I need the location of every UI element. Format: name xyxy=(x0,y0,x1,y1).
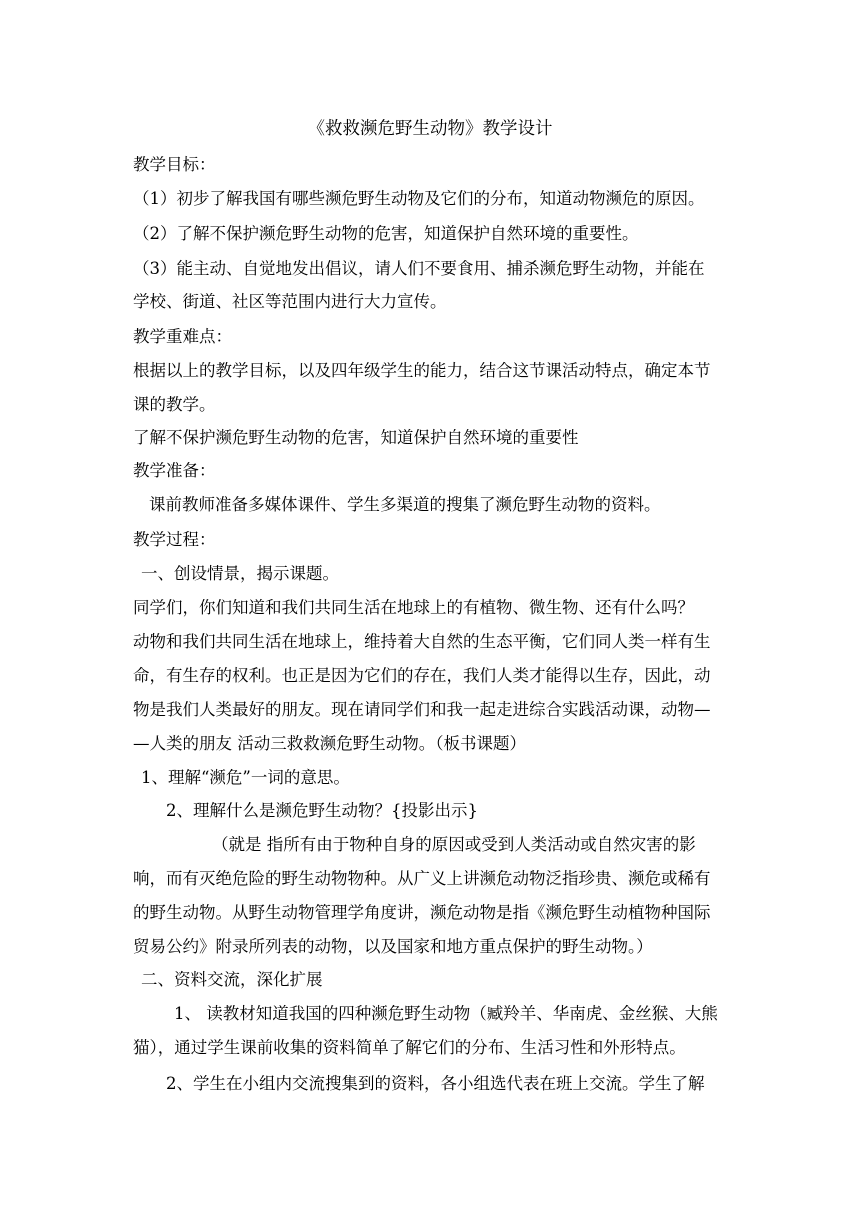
intro-line-2: 动物和我们共同生活在地球上，维持着大自然的生态平衡，它们同人类一样有生 xyxy=(133,632,711,651)
definition-line-2: 响，而有灭绝危险的野生动物物种。从广义上讲濒危动物泛指珍贵、濒危或稀有 xyxy=(133,869,711,888)
intro-line-4: 物是我们人类最好的朋友。现在请同学们和我一起走进综合实践活动课，动物— xyxy=(133,700,711,719)
section-heading-objectives: 教学目标： xyxy=(133,155,216,174)
exchange-2-line-1: 2、学生在小组内交流搜集到的资料，各小组选代表在班上交流。学生了解 xyxy=(166,1074,705,1093)
objective-3-line-1: （3）能主动、自觉地发出倡议，请人们不要食用、捕杀濒危野生动物，并能在 xyxy=(133,259,705,278)
intro-line-1: 同学们，你们知道和我们共同生活在地球上的有植物、微生物、还有什么吗？ xyxy=(133,598,694,617)
objective-2: （2）了解不保护濒危野生动物的危害，知道保护自然环境的重要性。 xyxy=(133,224,639,243)
definition-line-3: 的野生动物。从野生动物管理学角度讲，濒危动物是指《濒危野生动植物种国际 xyxy=(133,903,711,922)
objective-1: （1）初步了解我国有哪些濒危野生动物及它们的分布，知道动物濒危的原因。 xyxy=(133,189,705,208)
step-1: 1、理解“濒危”一词的意思。 xyxy=(141,768,350,787)
definition-line-4: 贸易公约》附录所列表的动物，以及国家和地方重点保护的野生动物。） xyxy=(133,937,653,956)
intro-line-3: 命，有生存的权利。也正是因为它们的存在，我们人类才能得以生存，因此，动 xyxy=(133,666,711,685)
objective-3-line-2: 学校、街道、社区等范围内进行大力宣传。 xyxy=(133,292,447,311)
exchange-1-line-2: 猫），通过学生课前收集的资料简单了解它们的分布、生活习性和外形特点。 xyxy=(133,1038,686,1057)
part-two-heading: 二、资料交流，深化扩展 xyxy=(141,970,323,989)
part-one-heading: 一、创设情景，揭示课题。 xyxy=(141,564,339,583)
key-points-line-1: 根据以上的教学目标，以及四年级学生的能力，结合这节课活动特点，确定本节 xyxy=(133,361,711,380)
document-title: 《救救濒危野生动物》教学设计 xyxy=(307,119,553,139)
section-heading-process: 教学过程： xyxy=(133,530,216,549)
step-2: 2、理解什么是濒危野生动物？{投影出示} xyxy=(166,801,478,820)
key-points-line-3: 了解不保护濒危野生动物的危害，知道保护自然环境的重要性 xyxy=(133,428,579,447)
definition-line-1: （就是 指所有由于物种自身的原因或受到人类活动或自然灾害的影 xyxy=(212,835,696,854)
section-heading-key-points: 教学重难点： xyxy=(133,327,232,346)
exchange-1-line-1: 1、 读教材知道我国的四种濒危野生动物（臧羚羊、华南虎、金丝猴、大熊 xyxy=(174,1004,718,1023)
preparation-text: 课前教师准备多媒体课件、学生多渠道的搜集了濒危野生动物的资料。 xyxy=(149,495,661,514)
key-points-line-2: 课的教学。 xyxy=(133,395,216,414)
section-heading-preparation: 教学准备： xyxy=(133,461,216,480)
intro-line-5: —人类的朋友 活动三救救濒危野生动物。（板书课题） xyxy=(133,734,526,753)
